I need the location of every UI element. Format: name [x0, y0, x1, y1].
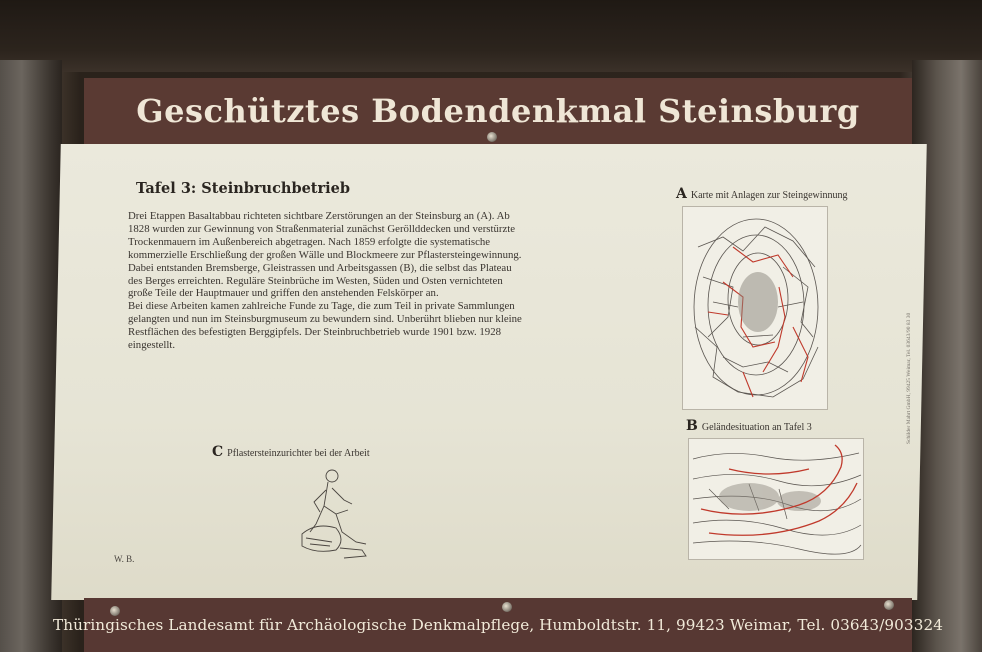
figure-a-letter: A [676, 186, 687, 202]
manufacturer-credit: Schilder Mahrt GmbH, 99425 Weimar, Tel. 03643/90 83 30 [906, 312, 912, 444]
figure-b-caption [686, 418, 812, 434]
paragraph-1: Drei Etappen Basaltabbau richteten sichtbare Zerstörungen an der Steinsburg an (A). Ab 1828 wurden zur Gewinnung von Straßenmaterial zunächst Geröllddecken und verstürzte Trockenmauern im Außenbereich abgetragen. Nach 1859 erfolgte die systematische kommerzielle Erschließung der großen Wälle und Blockmeere zur Pflastersteingewinnung. Dabei entstanden Bremsberge, Gleistrassen und Arbeitsgassen (B), die selbst das Plateau des Berges erreichten. Reguläre Steinbrüche im Westen, Süden und Osten vernichteten große Teile der Hauptmauer und griffen den anstehenden Felskörper an. [128, 210, 522, 300]
figure-b-letter: B [686, 418, 698, 434]
figure-a-text: Karte mit Anlagen zur Steingewinnung [690, 190, 848, 201]
figure-c-letter: C [212, 444, 224, 460]
artist-initials: W. B. [114, 554, 135, 564]
roof-beam [0, 0, 982, 72]
map-b-image [688, 438, 864, 560]
figure-c-text: Pflastersteinzurichter bei der Arbeit [227, 448, 370, 459]
footer-text: Thüringisches Landesamt für Archäologische Denkmalpflege, Humboldtstr. 11, 99423 Weimar, Tel. 03643/903324 [53, 616, 943, 634]
steinsburg-map-icon [683, 207, 829, 411]
worker-sketch [296, 462, 374, 566]
sign-header [84, 78, 912, 144]
terrain-map-icon [689, 439, 865, 561]
figure-a-caption [676, 186, 848, 202]
stone-worker-icon [296, 462, 374, 566]
body-text [128, 210, 528, 352]
map-a-image [682, 206, 828, 410]
figure-c-caption [212, 444, 370, 460]
section-title: Tafel 3: Steinbruchbetrieb [136, 180, 351, 197]
text-panel [51, 144, 927, 600]
figure-b-text: Geländesituation an Tafel 3 [701, 422, 812, 433]
paragraph-2: Bei diese Arbeiten kamen zahlreiche Funde zu Tage, die zum Teil in private Sammlungen gelangten und nun im Steinsburgmuseum zu bewundern sind. Unberührt blieben nur kleine Restflächen des befestigten Berggipfels. Der Steinbruchbetrieb wurde 1901 bzw. 1928 eingestellt. [128, 300, 522, 352]
sign-title: Geschütztes Bodendenkmal Steinsburg [136, 92, 860, 130]
bolt-icon [487, 132, 497, 142]
sign-footer [53, 598, 943, 652]
bolt-icon [502, 602, 512, 612]
bolt-icon [110, 606, 120, 616]
info-sign [53, 78, 943, 652]
bolt-icon [884, 600, 894, 610]
